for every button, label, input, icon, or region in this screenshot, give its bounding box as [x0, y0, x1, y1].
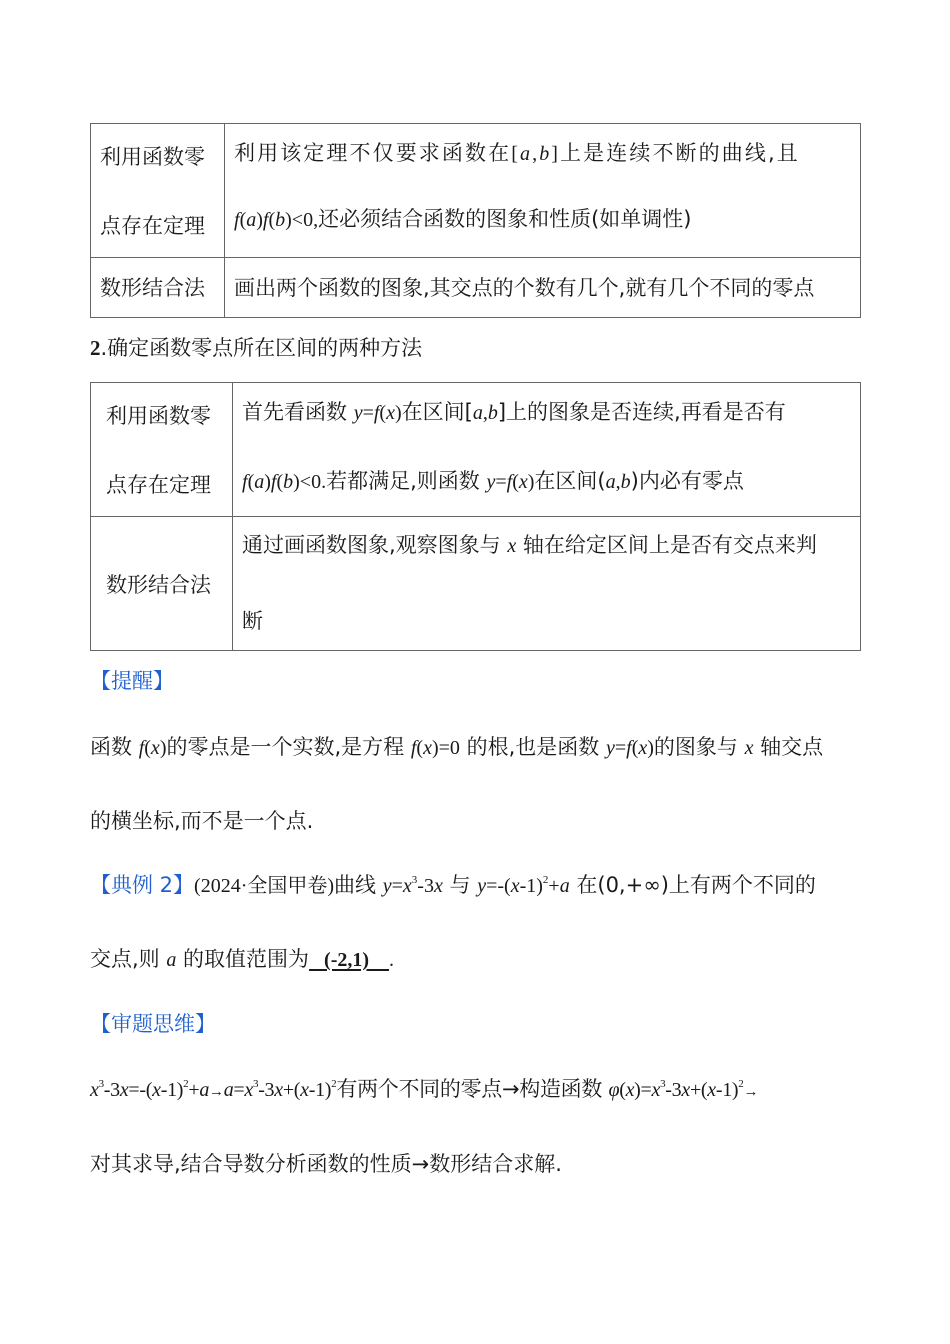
math: )	[159, 737, 167, 759]
math: ,	[615, 471, 621, 493]
math-var: b	[620, 471, 631, 493]
content-line	[234, 203, 860, 233]
text: 的根,也是函数	[459, 735, 606, 759]
label-line: 利用函数零	[100, 145, 205, 169]
math: (	[268, 209, 276, 231]
math-var: x	[300, 1079, 309, 1101]
content-line	[242, 396, 860, 426]
math: )	[394, 402, 402, 424]
text: 交点,则	[90, 947, 167, 971]
math-var: f	[138, 737, 145, 759]
math-var: f	[626, 737, 632, 759]
math: (	[416, 737, 424, 759]
table-label-cell	[91, 258, 225, 318]
thinking-line: 对其求导,结合导数分析函数的性质→数形结合求解.	[90, 1152, 562, 1176]
math: =	[362, 402, 374, 424]
math-var: a	[246, 209, 257, 231]
content-line: 画出两个函数的图象,其交点的个数有几个,就有几个不同的零点	[234, 276, 815, 300]
math-var: x	[707, 1079, 716, 1101]
math: )	[256, 209, 263, 231]
math-var: x	[423, 737, 432, 759]
math-var: x	[681, 1079, 690, 1101]
text: ]上的图象是否连续,再看是否有	[497, 400, 786, 424]
math-var: a	[472, 402, 483, 424]
math-var: x	[638, 737, 648, 759]
text: 与	[442, 873, 478, 897]
math-var: b	[283, 471, 294, 493]
section-heading	[90, 332, 422, 362]
math: -1)	[519, 875, 543, 897]
math-var: x	[651, 1079, 661, 1101]
math-var: x	[386, 402, 395, 424]
math: -3	[103, 1079, 120, 1101]
text: 曲线	[334, 873, 383, 897]
math-var: y	[605, 737, 615, 759]
math: )<0.	[293, 471, 327, 493]
table-content-cell	[225, 258, 861, 318]
math-var: a	[254, 471, 265, 493]
math: -1)	[160, 1079, 184, 1101]
text: 函数	[90, 735, 139, 759]
math-var: a	[605, 471, 616, 493]
text: 的图象与	[653, 735, 745, 759]
math: )	[264, 471, 271, 493]
math: )<0,	[285, 209, 319, 231]
math-var: b	[275, 209, 286, 231]
text: 还必须结合函数的图象和性质(如单调性)	[318, 207, 692, 231]
math-var: b	[487, 402, 498, 424]
math-var: x	[90, 1079, 99, 1101]
reminder-line	[90, 731, 823, 761]
math-var: x	[274, 1079, 283, 1101]
reminder-tag: 【提醒】	[90, 669, 174, 693]
text: 在(0,+∞)上有两个不同的	[569, 873, 816, 897]
text: 通过画函数图象,观察图象与	[242, 533, 508, 557]
math-var: a	[199, 1079, 210, 1101]
math: (	[379, 402, 387, 424]
math-var: x	[150, 737, 160, 759]
table-row	[91, 383, 861, 517]
content-line	[242, 465, 860, 495]
math-var: f	[506, 471, 513, 493]
math-var: f	[242, 471, 248, 493]
math: (	[276, 471, 284, 493]
example-tag: 【典例 2】	[90, 873, 195, 897]
label-line: 利用函数零	[106, 404, 211, 428]
math-var: a	[166, 949, 177, 971]
math-var: y	[353, 402, 363, 424]
table-row	[91, 258, 861, 318]
text: 的取值范围为	[176, 947, 310, 971]
reminder-line: 的横坐标,而不是一个点.	[90, 809, 314, 833]
math-var: f	[410, 737, 417, 759]
text: 在区间(	[534, 469, 606, 493]
math-var: x	[119, 1079, 129, 1101]
arrow: →	[743, 1084, 759, 1100]
table-label-cell	[91, 124, 225, 258]
math-var: a	[519, 143, 533, 165]
content-line	[234, 137, 860, 167]
superscript: 2	[738, 1078, 744, 1090]
heading-number: 2	[90, 336, 101, 360]
label-line: 数形结合法	[100, 276, 205, 300]
math-var: x	[507, 535, 517, 557]
text: 利用该定理不仅要求函数在	[234, 141, 512, 165]
math: (	[144, 737, 151, 759]
math: +(	[282, 1079, 301, 1101]
math-var: y	[477, 875, 487, 897]
math-var: y	[486, 471, 496, 493]
example-source: (2024·全国甲卷)	[194, 875, 335, 897]
math: =	[495, 471, 507, 493]
label-line: 数形结合法	[106, 572, 211, 597]
text: 上是连续不断的曲线,且	[560, 141, 800, 165]
math-var: x	[625, 1079, 635, 1101]
table-content-cell	[225, 124, 861, 258]
table-label-cell	[91, 517, 233, 651]
text: 若都满足,则函数	[326, 469, 487, 493]
math: =	[391, 875, 403, 897]
math: )	[527, 471, 535, 493]
superscript: 2	[331, 1078, 337, 1090]
math: (	[512, 471, 519, 493]
math: ]	[551, 143, 561, 165]
math-var: x	[402, 875, 412, 897]
math-var: x	[744, 737, 754, 759]
math: =-(	[128, 1079, 153, 1101]
math-var: f	[373, 402, 380, 424]
math-var: x	[433, 875, 443, 897]
label-line: 点存在定理	[100, 214, 205, 238]
math-var: f	[234, 209, 240, 231]
math: .	[389, 949, 395, 971]
thinking-line	[90, 1073, 758, 1103]
math-var: b	[539, 143, 552, 165]
text: )内必有零点	[630, 469, 744, 493]
math: -3	[417, 875, 434, 897]
heading-text: .确定函数零点所在区间的两种方法	[100, 336, 423, 360]
text: 有两个不同的零点→构造函数	[336, 1077, 609, 1101]
math-var: y	[382, 875, 392, 897]
math: )	[647, 737, 654, 759]
math-var: a	[559, 875, 570, 897]
text: 首先看函数	[242, 400, 354, 424]
table-content-cell	[233, 517, 861, 651]
superscript: 3	[252, 1078, 259, 1090]
text: 的零点是一个实数,是方程	[166, 735, 411, 759]
math: +	[188, 1079, 200, 1101]
math: -3	[665, 1079, 682, 1101]
example-line	[90, 943, 394, 973]
math: =	[233, 1079, 245, 1101]
math: ,	[482, 402, 488, 424]
example-line	[90, 869, 816, 899]
math: -1)	[715, 1079, 739, 1101]
math-var: a	[223, 1079, 234, 1101]
content-line	[242, 529, 860, 559]
table-label-cell	[91, 383, 233, 517]
text: 轴在给定区间上是否有交点来判	[516, 533, 817, 557]
table-row	[91, 517, 861, 651]
math: -3	[258, 1079, 275, 1101]
math: (	[619, 1079, 626, 1101]
method-table-2	[90, 382, 861, 651]
superscript: 2	[183, 1078, 189, 1090]
content-line: 断	[242, 609, 263, 633]
math-var: x	[510, 875, 520, 897]
text: 在区间[	[401, 400, 473, 424]
math: =	[614, 737, 627, 759]
math: ,	[532, 143, 540, 165]
math: +(	[689, 1079, 708, 1101]
superscript: 3	[411, 874, 418, 886]
math: )=0	[431, 737, 460, 759]
math-var: f	[270, 471, 277, 493]
superscript: 3	[98, 1078, 104, 1090]
arrow: →	[209, 1084, 224, 1100]
text: 轴交点	[753, 735, 824, 759]
math: [	[511, 143, 520, 165]
math: =-(	[486, 875, 511, 897]
method-table-1	[90, 123, 861, 318]
table-row	[91, 124, 861, 258]
math: (	[247, 471, 255, 493]
math: (	[239, 209, 247, 231]
math-var: φ	[608, 1079, 620, 1101]
label-line: 点存在定理	[106, 473, 211, 497]
superscript: 2	[542, 874, 549, 886]
superscript: 3	[660, 1078, 666, 1090]
math: +	[548, 875, 560, 897]
math-var: x	[152, 1079, 161, 1101]
thinking-tag: 【审题思维】	[90, 1012, 216, 1036]
math-var: x	[244, 1079, 253, 1101]
math-var: x	[518, 471, 528, 493]
math-var: f	[262, 209, 269, 231]
answer-blank: (-2,1)	[309, 949, 390, 971]
math: -1)	[308, 1079, 332, 1101]
table-content-cell	[233, 383, 861, 517]
math: )=	[634, 1079, 652, 1101]
math: (	[631, 737, 639, 759]
